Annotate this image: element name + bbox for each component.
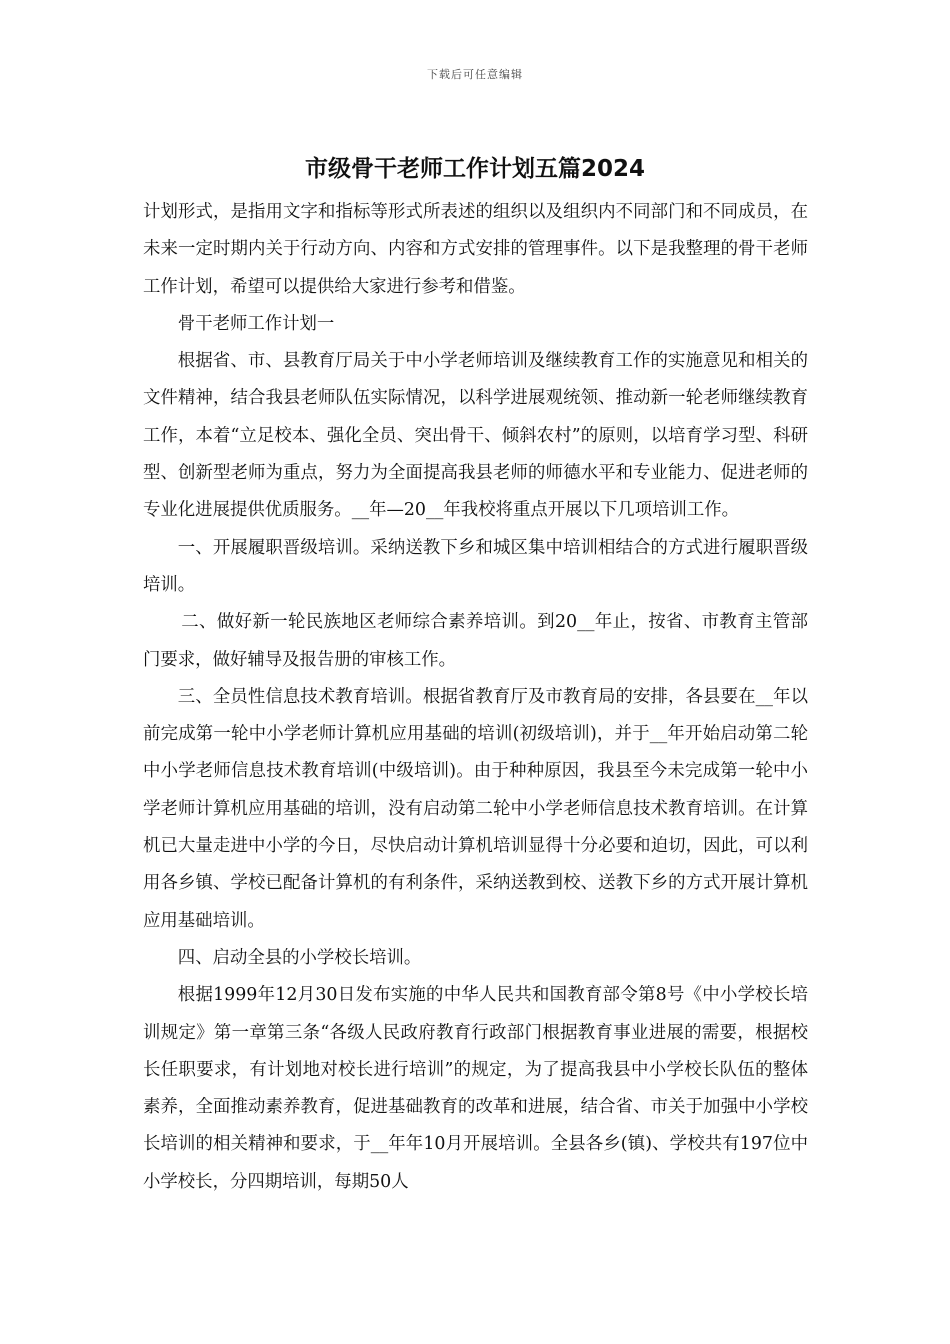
document-title: 市级骨干老师工作计划五篇2024 — [304, 156, 645, 182]
section-heading: 骨干老师工作计划一 — [177, 313, 335, 334]
body-paragraph: 二、做好新一轮民族地区老师综合素养培训。到20__年止，按省、市教育主管部门要求，做好辅导及报告册的审核工作。 — [143, 612, 808, 670]
body-paragraph: 根据省、市、县教育厅局关于中小学老师培训及继续教育工作的实施意见和相关的文件精神，结合我县老师队伍实际情况，以科学进展观统领、推动新一轮老师继续教育工作，本着“立足校本、强化全员、突出骨干、倾斜农村”的原则，以培育学习型、科研型、创新型老师为重点，努力为全面提高我县老师的师德水平和专业能力、促进老师的专业化进展提供优质服务。__年—20__年我校将重点开展以下几项培训工作。 — [143, 351, 808, 521]
document-body — [143, 194, 808, 1201]
intro-paragraph: 计划形式，是指用文字和指标等形式所表述的组织以及组织内不同部门和不同成员，在未来一定时期内关于行动方向、内容和方式安排的管理事件。以下是我整理的骨干老师工作计划，希望可以提供给大家进行参考和借鉴。 — [143, 202, 808, 297]
body-paragraph: 根据1999年12月30日发布实施的中华人民共和国教育部令第8号《中小学校长培训规定》第一章第三条“各级人民政府教育行政部门根据教育事业进展的需要，根据校长任职要求，有计划地对校长进行培训”的规定，为了提高我县中小学校长队伍的整体素养，全面推动素养教育，促进基础教育的改革和进展，结合省、市关于加强中小学校长培训的相关精神和要求，于__年年10月开展培训。全县各乡(镇)、学校共有197位中小学校长，分四期培训，每期50人 — [143, 985, 808, 1192]
body-paragraph: 一、开展履职晋级培训。采纳送教下乡和城区集中培训相结合的方式进行履职晋级培训。 — [143, 537, 808, 595]
body-paragraph: 三、全员性信息技术教育培训。根据省教育厅及市教育局的安排，各县要在__年以前完成第一轮中小学老师计算机应用基础的培训(初级培训)，并于__年开始启动第二轮中小学老师信息技术教育培训(中级培训)。由于种种原因，我县至今未完成第一轮中小学老师计算机应用基础的培训，没有启动第二轮中小学老师信息技术教育培训。在计算机已大量走进中小学的今日，尽快启动计算机培训显得十分必要和迫切，因此，可以利用各乡镇、学校已配备计算机的有利条件，采纳送教到校、送教下乡的方式开展计算机应用基础培训。 — [143, 686, 808, 931]
header-note: 下载后可任意编辑 — [427, 68, 523, 81]
body-paragraph: 四、启动全县的小学校长培训。 — [177, 947, 422, 968]
